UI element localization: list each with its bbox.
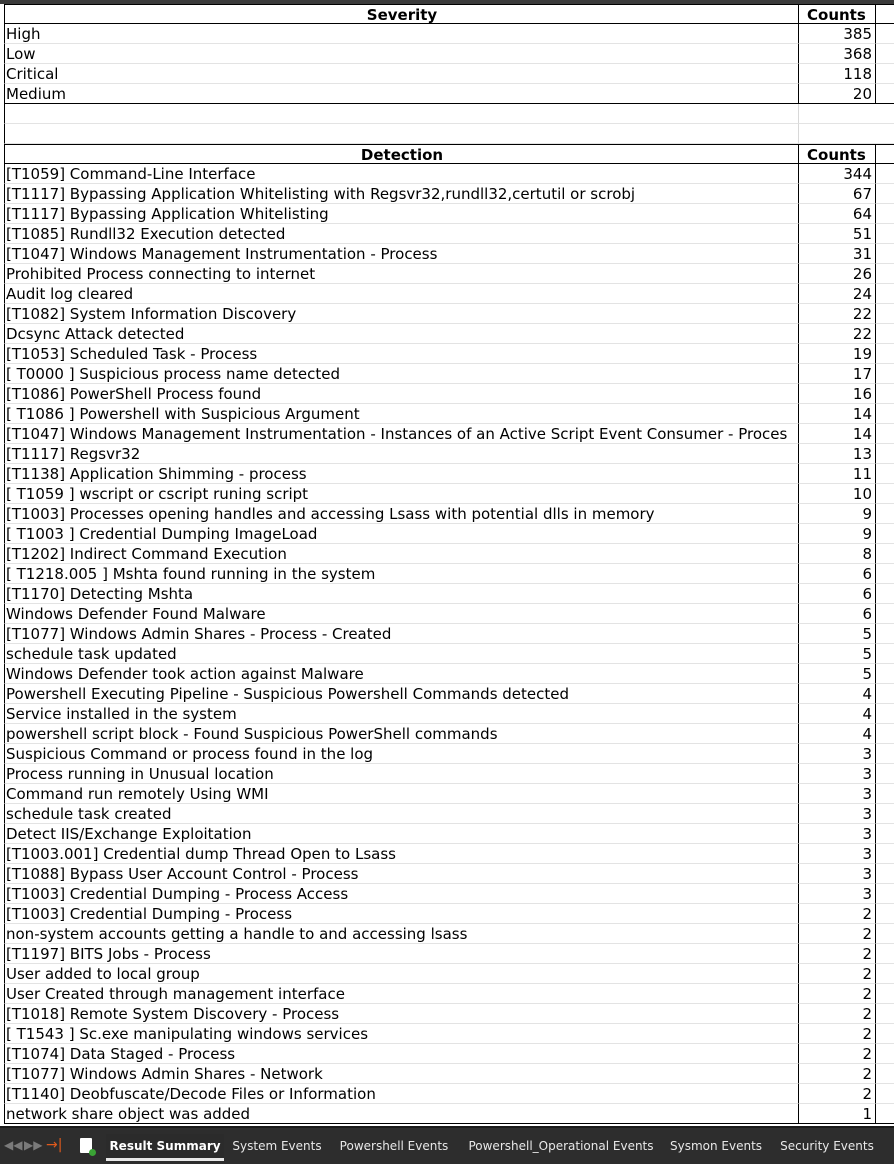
empty-cell[interactable] (876, 504, 894, 524)
detection-label-cell[interactable]: [T1170] Detecting Mshta (4, 584, 798, 604)
count-cell[interactable]: 2 (798, 1024, 876, 1044)
detection-label-cell[interactable]: [T1197] BITS Jobs - Process (4, 944, 798, 964)
empty-cell[interactable] (876, 624, 894, 644)
scroll-to-end-icon[interactable]: →| (46, 1137, 63, 1153)
detection-label-cell[interactable]: [T1088] Bypass User Account Control - Process (4, 864, 798, 884)
detection-label-cell[interactable]: Dcsync Attack detected (4, 324, 798, 344)
empty-cell[interactable] (876, 684, 894, 704)
tab-powershell-operational-events[interactable]: Powershell_Operational Events (468, 1139, 654, 1153)
count-cell[interactable]: 6 (798, 584, 876, 604)
detection-label-cell[interactable]: Detect IIS/Exchange Exploitation (4, 824, 798, 844)
empty-cell[interactable] (876, 644, 894, 664)
table-row[interactable] (0, 224, 894, 244)
severity-label-cell[interactable]: Low (4, 44, 798, 64)
detection-label-cell[interactable]: [T1074] Data Staged - Process (4, 1044, 798, 1064)
severity-label-cell[interactable]: Medium (4, 84, 798, 104)
first-sheet-icon[interactable]: ◀◀ (4, 1138, 23, 1152)
detection-label-cell[interactable]: [T1018] Remote System Discovery - Process (4, 1004, 798, 1024)
count-cell[interactable]: 2 (798, 1004, 876, 1024)
detection-label-cell[interactable]: [T1077] Windows Admin Shares - Network (4, 1064, 798, 1084)
empty-cell[interactable] (876, 184, 894, 204)
table-row[interactable] (0, 564, 894, 584)
count-cell[interactable]: 26 (798, 264, 876, 284)
table-row[interactable] (0, 364, 894, 384)
empty-row[interactable] (0, 124, 894, 144)
empty-cell[interactable] (876, 484, 894, 504)
count-cell[interactable]: 5 (798, 644, 876, 664)
detection-label-cell[interactable]: schedule task created (4, 804, 798, 824)
count-cell[interactable]: 3 (798, 764, 876, 784)
empty-cell[interactable] (876, 464, 894, 484)
table-row[interactable] (0, 644, 894, 664)
table-row[interactable] (0, 1104, 894, 1124)
count-cell[interactable]: 4 (798, 684, 876, 704)
severity-label-cell[interactable]: High (4, 24, 798, 44)
detection-label-cell[interactable]: [ T1003 ] Credential Dumping ImageLoad (4, 524, 798, 544)
empty-cell[interactable] (876, 764, 894, 784)
count-cell[interactable]: 9 (798, 524, 876, 544)
empty-cell[interactable] (876, 164, 894, 184)
detection-label-cell[interactable]: [T1117] Bypassing Application Whitelisting with Regsvr32,rundll32,certutil or scrobj (4, 184, 798, 204)
detection-label-cell[interactable]: [T1077] Windows Admin Shares - Process - Created (4, 624, 798, 644)
table-row[interactable] (0, 284, 894, 304)
empty-cell[interactable] (876, 1064, 894, 1084)
count-cell[interactable]: 3 (798, 804, 876, 824)
empty-cell[interactable] (876, 1104, 894, 1124)
count-cell[interactable]: 5 (798, 664, 876, 684)
table-row[interactable] (0, 684, 894, 704)
detection-label-cell[interactable]: [T1047] Windows Management Instrumentation - Process (4, 244, 798, 264)
count-cell[interactable]: 3 (798, 784, 876, 804)
tab-result-summary[interactable]: Result Summary (106, 1134, 224, 1161)
empty-cell[interactable] (876, 924, 894, 944)
empty-cell[interactable] (876, 704, 894, 724)
count-cell[interactable]: 2 (798, 984, 876, 1004)
empty-cell[interactable] (876, 264, 894, 284)
add-sheet-icon[interactable] (80, 1138, 92, 1153)
empty-row[interactable] (0, 104, 894, 124)
table-row[interactable] (0, 624, 894, 644)
table-row[interactable] (0, 444, 894, 464)
count-cell[interactable]: 31 (798, 244, 876, 264)
empty-cell[interactable] (876, 664, 894, 684)
detection-label-cell[interactable]: [T1082] System Information Discovery (4, 304, 798, 324)
table-row[interactable] (0, 64, 894, 84)
count-cell[interactable]: 6 (798, 564, 876, 584)
count-cell[interactable]: 2 (798, 944, 876, 964)
detection-label-cell[interactable]: [T1003] Processes opening handles and accessing Lsass with potential dlls in memory (4, 504, 798, 524)
table-row[interactable] (0, 864, 894, 884)
count-cell[interactable]: 11 (798, 464, 876, 484)
table-row[interactable] (0, 184, 894, 204)
count-cell[interactable]: 3 (798, 864, 876, 884)
detection-label-cell[interactable]: Command run remotely Using WMI (4, 784, 798, 804)
detection-label-cell[interactable]: [T1117] Bypassing Application Whitelisting (4, 204, 798, 224)
empty-cell[interactable] (876, 364, 894, 384)
empty-cell[interactable] (876, 304, 894, 324)
empty-cell[interactable] (876, 384, 894, 404)
table-row[interactable] (0, 824, 894, 844)
detection-label-cell[interactable]: [T1117] Regsvr32 (4, 444, 798, 464)
count-cell[interactable]: 2 (798, 1084, 876, 1104)
table-row[interactable] (0, 24, 894, 44)
empty-cell[interactable] (876, 204, 894, 224)
table-row[interactable] (0, 344, 894, 364)
severity-header[interactable]: Severity (4, 4, 798, 24)
empty-cell[interactable] (798, 124, 876, 144)
count-cell[interactable]: 8 (798, 544, 876, 564)
count-cell[interactable]: 4 (798, 724, 876, 744)
table-row[interactable] (0, 1044, 894, 1064)
detection-label-cell[interactable]: schedule task updated (4, 644, 798, 664)
empty-cell[interactable] (876, 804, 894, 824)
count-cell[interactable]: 10 (798, 484, 876, 504)
severity-table-header-row[interactable] (0, 4, 894, 24)
count-cell[interactable]: 16 (798, 384, 876, 404)
count-cell[interactable]: 2 (798, 924, 876, 944)
detection-label-cell[interactable]: Prohibited Process connecting to internet (4, 264, 798, 284)
detection-label-cell[interactable]: Process running in Unusual location (4, 764, 798, 784)
table-row[interactable] (0, 604, 894, 624)
table-row[interactable] (0, 1024, 894, 1044)
count-cell[interactable]: 4 (798, 704, 876, 724)
table-row[interactable] (0, 44, 894, 64)
table-row[interactable] (0, 784, 894, 804)
table-row[interactable] (0, 264, 894, 284)
empty-cell[interactable] (876, 24, 894, 44)
empty-cell[interactable] (876, 1044, 894, 1064)
empty-cell[interactable] (876, 284, 894, 304)
detection-label-cell[interactable]: [ T1218.005 ] Mshta found running in the system (4, 564, 798, 584)
count-cell[interactable]: 13 (798, 444, 876, 464)
count-cell[interactable]: 22 (798, 304, 876, 324)
table-row[interactable] (0, 904, 894, 924)
spreadsheet-grid[interactable] (0, 4, 894, 1124)
empty-cell[interactable] (876, 44, 894, 64)
empty-cell[interactable] (876, 4, 894, 24)
empty-cell[interactable] (876, 64, 894, 84)
table-row[interactable] (0, 504, 894, 524)
empty-cell[interactable] (4, 124, 798, 144)
empty-cell[interactable] (876, 124, 894, 144)
detection-label-cell[interactable]: Suspicious Command or process found in the log (4, 744, 798, 764)
empty-cell[interactable] (876, 964, 894, 984)
table-row[interactable] (0, 584, 894, 604)
detection-label-cell[interactable]: User Created through management interface (4, 984, 798, 1004)
count-cell[interactable]: 344 (798, 164, 876, 184)
detection-label-cell[interactable]: [T1140] Deobfuscate/Decode Files or Information (4, 1084, 798, 1104)
count-cell[interactable]: 6 (798, 604, 876, 624)
detection-label-cell[interactable]: [T1086] PowerShell Process found (4, 384, 798, 404)
table-row[interactable] (0, 664, 894, 684)
detection-label-cell[interactable]: [T1202] Indirect Command Execution (4, 544, 798, 564)
table-row[interactable] (0, 384, 894, 404)
count-cell[interactable]: 3 (798, 844, 876, 864)
empty-cell[interactable] (876, 1084, 894, 1104)
table-row[interactable] (0, 204, 894, 224)
empty-cell[interactable] (876, 584, 894, 604)
table-row[interactable] (0, 324, 894, 344)
count-cell[interactable]: 2 (798, 904, 876, 924)
detection-label-cell[interactable]: [T1047] Windows Management Instrumentation - Instances of an Active Script Event Consumer - Proces (4, 424, 798, 444)
detection-label-cell[interactable]: [T1085] Rundll32 Execution detected (4, 224, 798, 244)
empty-cell[interactable] (876, 784, 894, 804)
count-cell[interactable]: 368 (798, 44, 876, 64)
table-row[interactable] (0, 944, 894, 964)
empty-cell[interactable] (876, 844, 894, 864)
tab-sysmon-events[interactable]: Sysmon Events (669, 1139, 763, 1153)
table-row[interactable] (0, 884, 894, 904)
count-cell[interactable]: 22 (798, 324, 876, 344)
count-cell[interactable]: 14 (798, 404, 876, 424)
count-cell[interactable]: 67 (798, 184, 876, 204)
count-cell[interactable]: 24 (798, 284, 876, 304)
count-cell[interactable]: 51 (798, 224, 876, 244)
detection-label-cell[interactable]: network share object was added (4, 1104, 798, 1124)
empty-cell[interactable] (876, 884, 894, 904)
empty-cell[interactable] (876, 864, 894, 884)
empty-cell[interactable] (876, 424, 894, 444)
table-row[interactable] (0, 924, 894, 944)
count-cell[interactable]: 5 (798, 624, 876, 644)
table-row[interactable] (0, 764, 894, 784)
empty-cell[interactable] (876, 244, 894, 264)
count-cell[interactable]: 3 (798, 744, 876, 764)
detection-label-cell[interactable]: [T1003.001] Credential dump Thread Open to Lsass (4, 844, 798, 864)
detection-label-cell[interactable]: [T1003] Credential Dumping - Process Access (4, 884, 798, 904)
empty-cell[interactable] (876, 344, 894, 364)
table-row[interactable] (0, 984, 894, 1004)
detection-label-cell[interactable]: [ T1543 ] Sc.exe manipulating windows services (4, 1024, 798, 1044)
count-cell[interactable]: 14 (798, 424, 876, 444)
detection-label-cell[interactable]: User added to local group (4, 964, 798, 984)
detection-label-cell[interactable]: powershell script block - Found Suspicious PowerShell commands (4, 724, 798, 744)
detection-label-cell[interactable]: [ T1059 ] wscript or cscript runing script (4, 484, 798, 504)
count-cell[interactable]: 64 (798, 204, 876, 224)
empty-cell[interactable] (876, 744, 894, 764)
count-cell[interactable]: 3 (798, 884, 876, 904)
table-row[interactable] (0, 484, 894, 504)
table-row[interactable] (0, 844, 894, 864)
detection-label-cell[interactable]: non-system accounts getting a handle to and accessing lsass (4, 924, 798, 944)
detection-label-cell[interactable]: Windows Defender took action against Malware (4, 664, 798, 684)
sheet-tab-bar (0, 1126, 894, 1164)
empty-cell[interactable] (4, 104, 798, 124)
empty-cell[interactable] (876, 904, 894, 924)
table-row[interactable] (0, 1084, 894, 1104)
table-row[interactable] (0, 1004, 894, 1024)
empty-cell[interactable] (876, 404, 894, 424)
table-row[interactable] (0, 424, 894, 444)
count-cell[interactable]: 118 (798, 64, 876, 84)
count-cell[interactable]: 385 (798, 24, 876, 44)
empty-cell[interactable] (876, 984, 894, 1004)
empty-cell[interactable] (876, 84, 894, 104)
detection-label-cell[interactable]: Powershell Executing Pipeline - Suspicious Powershell Commands detected (4, 684, 798, 704)
counts-header[interactable]: Counts (798, 144, 876, 164)
table-row[interactable] (0, 544, 894, 564)
empty-cell[interactable] (876, 564, 894, 584)
last-sheet-icon[interactable]: ▶▶ (24, 1138, 43, 1152)
tab-powershell-events[interactable]: Powershell Events (339, 1139, 449, 1153)
detection-label-cell[interactable]: [T1059] Command-Line Interface (4, 164, 798, 184)
detection-header[interactable]: Detection (4, 144, 798, 164)
empty-cell[interactable] (876, 444, 894, 464)
count-cell[interactable]: 20 (798, 84, 876, 104)
count-cell[interactable]: 1 (798, 1104, 876, 1124)
table-row[interactable] (0, 524, 894, 544)
detection-label-cell[interactable]: Audit log cleared (4, 284, 798, 304)
empty-cell[interactable] (876, 324, 894, 344)
counts-header[interactable]: Counts (798, 4, 876, 24)
tab-system-events[interactable]: System Events (232, 1139, 322, 1153)
table-row[interactable] (0, 704, 894, 724)
empty-cell[interactable] (876, 224, 894, 244)
table-row[interactable] (0, 304, 894, 324)
empty-cell[interactable] (876, 1024, 894, 1044)
detection-table-header-row[interactable] (0, 144, 894, 164)
table-row[interactable] (0, 1064, 894, 1084)
empty-cell[interactable] (798, 104, 876, 124)
count-cell[interactable]: 9 (798, 504, 876, 524)
severity-label-cell[interactable]: Critical (4, 64, 798, 84)
detection-label-cell[interactable]: Service installed in the system (4, 704, 798, 724)
empty-cell[interactable] (876, 104, 894, 124)
detection-label-cell[interactable]: [T1053] Scheduled Task - Process (4, 344, 798, 364)
table-row[interactable] (0, 464, 894, 484)
empty-cell[interactable] (876, 604, 894, 624)
empty-cell[interactable] (876, 1004, 894, 1024)
detection-label-cell[interactable]: [ T0000 ] Suspicious process name detected (4, 364, 798, 384)
count-cell[interactable]: 2 (798, 964, 876, 984)
table-row[interactable] (0, 724, 894, 744)
table-row[interactable] (0, 964, 894, 984)
empty-cell[interactable] (876, 724, 894, 744)
count-cell[interactable]: 3 (798, 824, 876, 844)
count-cell[interactable]: 2 (798, 1044, 876, 1064)
empty-cell[interactable] (876, 524, 894, 544)
count-cell[interactable]: 2 (798, 1064, 876, 1084)
count-cell[interactable]: 17 (798, 364, 876, 384)
table-row[interactable] (0, 164, 894, 184)
detection-label-cell[interactable]: Windows Defender Found Malware (4, 604, 798, 624)
tab-security-events[interactable]: Security Events (780, 1139, 874, 1153)
detection-label-cell[interactable]: [T1003] Credential Dumping - Process (4, 904, 798, 924)
empty-cell[interactable] (876, 544, 894, 564)
count-cell[interactable]: 19 (798, 344, 876, 364)
table-row[interactable] (0, 744, 894, 764)
empty-cell[interactable] (876, 824, 894, 844)
empty-cell[interactable] (876, 144, 894, 164)
empty-cell[interactable] (876, 944, 894, 964)
table-row[interactable] (0, 244, 894, 264)
detection-label-cell[interactable]: [T1138] Application Shimming - process (4, 464, 798, 484)
table-row[interactable] (0, 804, 894, 824)
table-row[interactable] (0, 404, 894, 424)
detection-label-cell[interactable]: [ T1086 ] Powershell with Suspicious Argument (4, 404, 798, 424)
table-row[interactable] (0, 84, 894, 104)
